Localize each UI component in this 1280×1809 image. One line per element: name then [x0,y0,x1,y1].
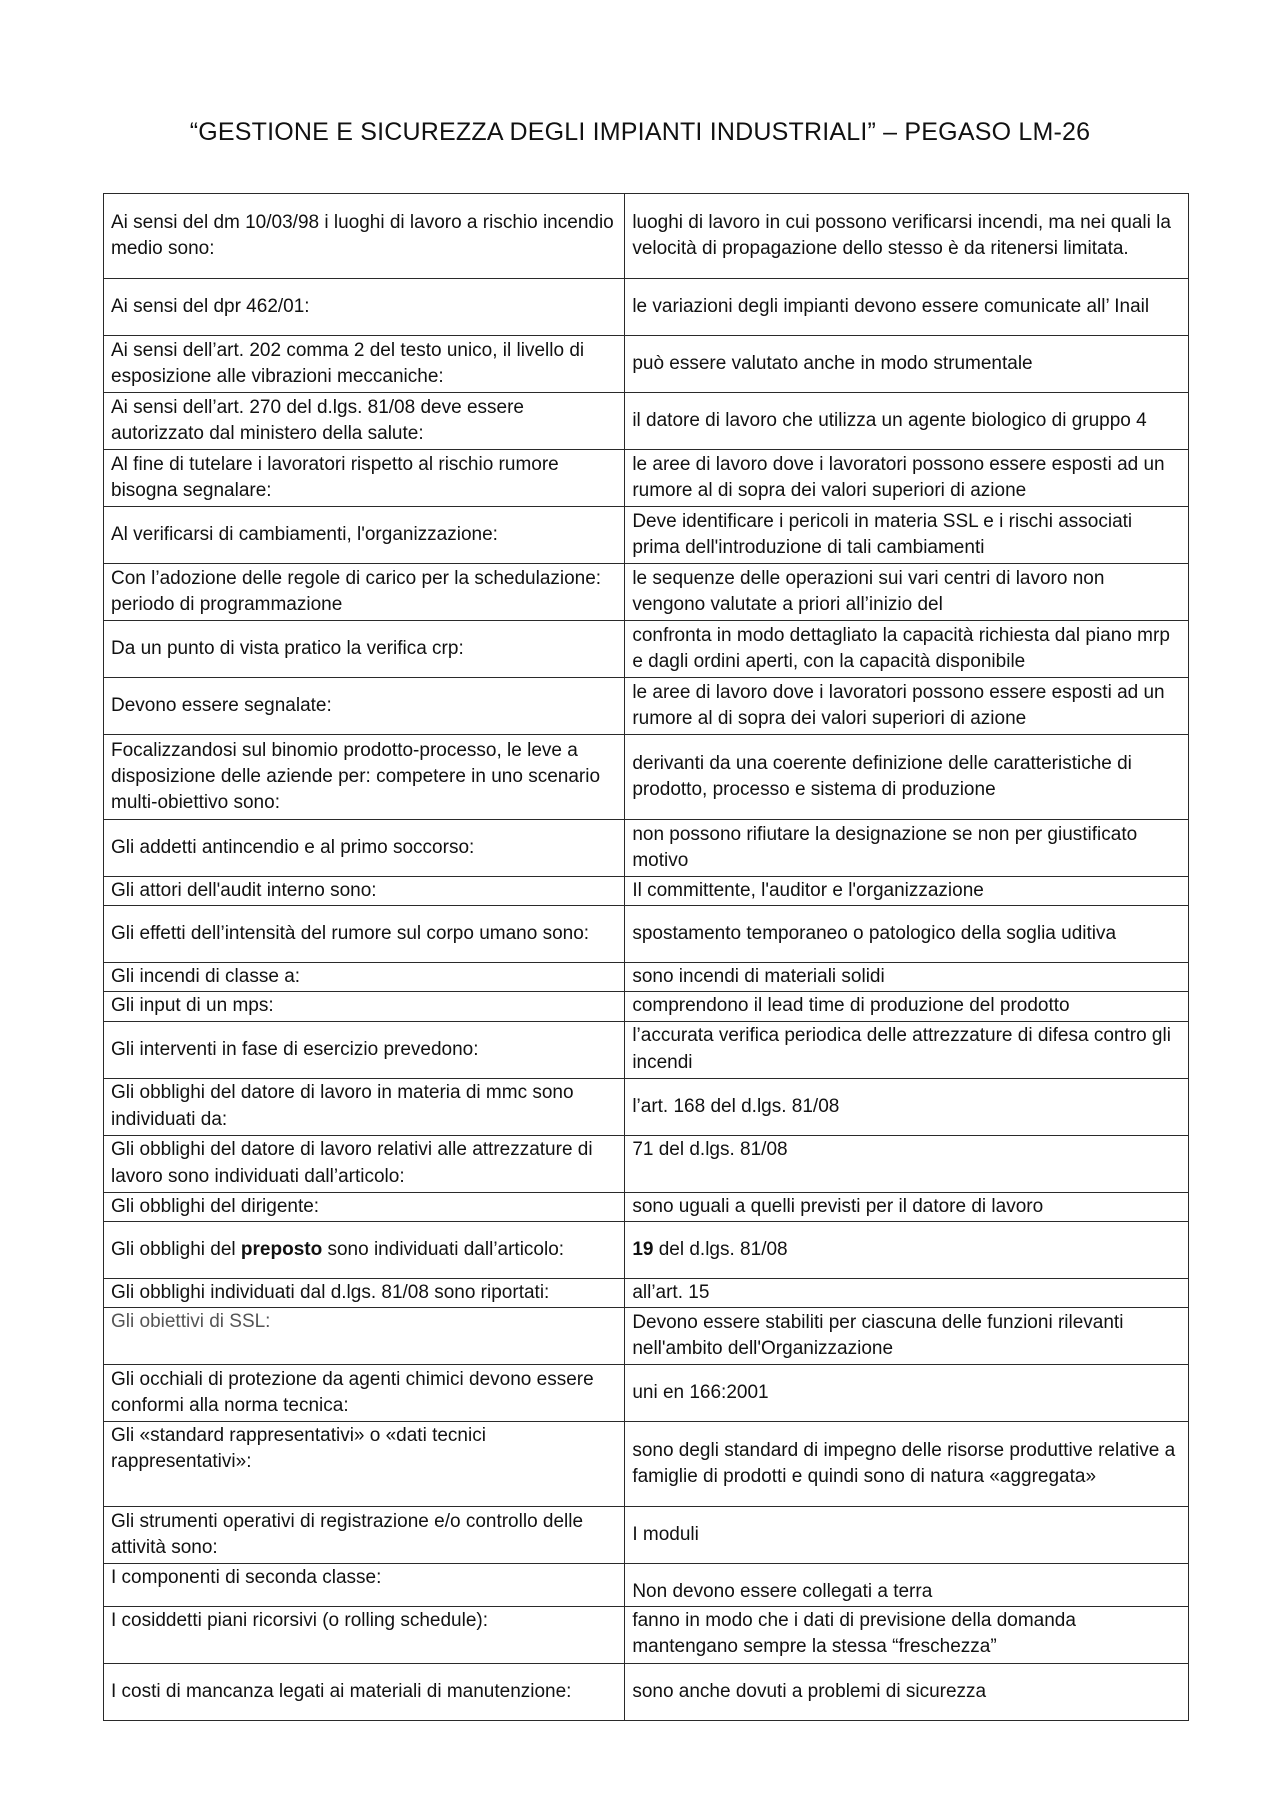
question-cell: Gli obblighi del datore di lavoro in materia di mmc sono individuati da: [104,1078,625,1135]
table-row [104,820,1189,877]
table-row [104,963,1189,992]
document-title: “GESTIONE E SICUREZZA DEGLI IMPIANTI INDUSTRIALI” – PEGASO LM-26 [189,118,1091,146]
table-row [104,735,1189,820]
table-row [104,336,1189,393]
question-cell: Gli input di un mps: [104,992,625,1021]
question-bold-text: preposto [240,1238,323,1260]
table-row [104,1365,1189,1422]
table-row [104,621,1189,678]
table-row [104,1078,1189,1135]
table-row [104,1507,1189,1564]
question-cell [104,1221,625,1278]
qa-table [103,193,1189,1721]
answer-cell: spostamento temporaneo o patologico della soglia uditiva [625,906,1189,963]
table-row [104,194,1189,279]
table-row [104,1135,1189,1192]
answer-cell [625,1221,1189,1278]
question-cell: Gli obblighi del dirigente: [104,1192,625,1221]
question-cell: Gli «standard rappresentativi» o «dati tecnici rappresentativi»: [104,1422,625,1507]
answer-cell: sono degli standard di impegno delle risorse produttive relative a famiglie di prodotti e quindi sono di natura «aggregata» [625,1422,1189,1507]
table-row [104,992,1189,1021]
question-cell: Gli strumenti operativi di registrazione e/o controllo delle attività sono: [104,1507,625,1564]
table-row [104,507,1189,564]
answer-cell: sono incendi di materiali solidi [625,963,1189,992]
answer-cell: il datore di lavoro che utilizza un agente biologico di gruppo 4 [625,393,1189,450]
table-row [104,1664,1189,1721]
table-row [104,1192,1189,1221]
question-cell: I cosiddetti piani ricorsivi (o rolling schedule): [104,1607,625,1664]
answer-cell: le variazioni degli impianti devono essere comunicate all’ Inail [625,279,1189,336]
answer-cell: sono anche dovuti a problemi di sicurezza [625,1664,1189,1721]
question-cell: Gli occhiali di protezione da agenti chimici devono essere conformi alla norma tecnica: [104,1365,625,1422]
table-row [104,450,1189,507]
table-row [104,1308,1189,1365]
answer-cell: Non devono essere collegati a terra [625,1564,1189,1607]
question-cell: Con l’adozione delle regole di carico per la schedulazione: periodo di programmazione [104,564,625,621]
question-cell: Gli obblighi del datore di lavoro relativi alle attrezzature di lavoro sono individuati dall’articolo: [104,1135,625,1192]
table-row [104,1021,1189,1078]
question-text: sono individuati dall’articolo: [322,1238,565,1260]
question-cell: Ai sensi del dpr 462/01: [104,279,625,336]
answer-cell: all’art. 15 [625,1278,1189,1307]
question-cell: Da un punto di vista pratico la verifica crp: [104,621,625,678]
question-cell: Gli addetti antincendio e al primo soccorso: [104,820,625,877]
answer-cell: sono uguali a quelli previsti per il datore di lavoro [625,1192,1189,1221]
table-row [104,906,1189,963]
answer-cell: le aree di lavoro dove i lavoratori possono essere esposti ad un rumore al di sopra dei valori superiori di azione [625,678,1189,735]
answer-cell: 71 del d.lgs. 81/08 [625,1135,1189,1192]
answer-cell: Deve identificare i pericoli in materia SSL e i rischi associati prima dell'introduzione di tali cambiamenti [625,507,1189,564]
table-row [104,279,1189,336]
answer-cell: luoghi di lavoro in cui possono verificarsi incendi, ma nei quali la velocità di propagazione dello stesso è da ritenersi limitata. [625,194,1189,279]
question-cell: Gli effetti dell’intensità del rumore sul corpo umano sono: [104,906,625,963]
answer-cell: l’art. 168 del d.lgs. 81/08 [625,1078,1189,1135]
answer-cell: uni en 166:2001 [625,1365,1189,1422]
answer-cell: Devono essere stabiliti per ciascuna delle funzioni rilevanti nell'ambito dell'Organizzazione [625,1308,1189,1365]
answer-cell: fanno in modo che i dati di previsione della domanda mantengano sempre la stessa “freschezza” [625,1607,1189,1664]
table-row [104,1564,1189,1607]
table-row [104,1278,1189,1307]
answer-cell: non possono rifiutare la designazione se non per giustificato motivo [625,820,1189,877]
answer-cell: confronta in modo dettagliato la capacità richiesta dal piano mrp e dagli ordini aperti, con la capacità disponibile [625,621,1189,678]
answer-cell: le sequenze delle operazioni sui vari centri di lavoro non vengono valutate a priori all’inizio del [625,564,1189,621]
question-cell: Ai sensi dell’art. 202 comma 2 del testo unico, il livello di esposizione alle vibrazioni meccaniche: [104,336,625,393]
answer-cell: derivanti da una coerente definizione delle caratteristiche di prodotto, processo e sistema di produzione [625,735,1189,820]
answer-cell: l’accurata verifica periodica delle attrezzature di difesa contro gli incendi [625,1021,1189,1078]
answer-bold-text: 19 [632,1238,654,1260]
table-row [104,1221,1189,1278]
question-cell: Gli attori dell'audit interno sono: [104,877,625,906]
answer-cell: I moduli [625,1507,1189,1564]
question-cell: Al verificarsi di cambiamenti, l'organizzazione: [104,507,625,564]
question-cell: Gli obblighi individuati dal d.lgs. 81/08 sono riportati: [104,1278,625,1307]
question-cell: Devono essere segnalate: [104,678,625,735]
question-cell: Ai sensi dell’art. 270 del d.lgs. 81/08 deve essere autorizzato dal ministero della salute: [104,393,625,450]
question-text: Gli obblighi del [111,1238,241,1260]
table-row [104,877,1189,906]
answer-cell: le aree di lavoro dove i lavoratori possono essere esposti ad un rumore al di sopra dei valori superiori di azione [625,450,1189,507]
question-cell: Gli interventi in fase di esercizio prevedono: [104,1021,625,1078]
table-row [104,564,1189,621]
answer-cell: Il committente, l'auditor e l'organizzazione [625,877,1189,906]
question-cell: Gli incendi di classe a: [104,963,625,992]
answer-text: del d.lgs. 81/08 [653,1238,788,1260]
table-row [104,678,1189,735]
question-cell: Gli obiettivi di SSL: [104,1308,625,1365]
table-row [104,1422,1189,1507]
question-cell: Al fine di tutelare i lavoratori rispetto al rischio rumore bisogna segnalare: [104,450,625,507]
answer-cell: comprendono il lead time di produzione del prodotto [625,992,1189,1021]
table-row [104,1607,1189,1664]
question-cell: Ai sensi del dm 10/03/98 i luoghi di lavoro a rischio incendio medio sono: [104,194,625,279]
question-cell: I costi di mancanza legati ai materiali di manutenzione: [104,1664,625,1721]
answer-cell: può essere valutato anche in modo strumentale [625,336,1189,393]
question-cell: Focalizzandosi sul binomio prodotto-processo, le leve a disposizione delle aziende per: competere in uno scenario multi-obiettivo sono: [104,735,625,820]
table-row [104,393,1189,450]
question-cell: I componenti di seconda classe: [104,1564,625,1607]
